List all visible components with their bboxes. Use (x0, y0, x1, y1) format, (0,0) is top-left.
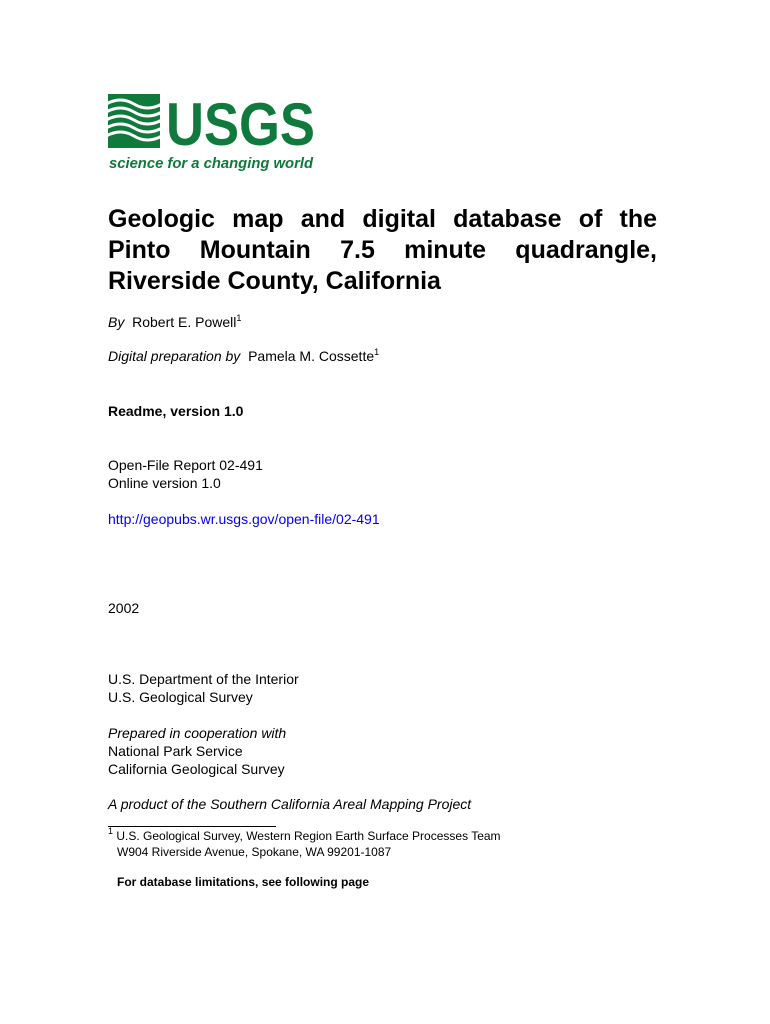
digital-prep-note-mark: 1 (374, 347, 380, 357)
project-statement: A product of the Southern California Areal Mapping Project (108, 796, 472, 812)
cooperation-partner: California Geological Survey (108, 761, 285, 777)
author-prefix: By (108, 314, 125, 330)
report-url-link[interactable]: http://geopubs.wr.usgs.gov/open-file/02-491 (108, 511, 380, 527)
footnote-mark: 1 (108, 826, 114, 836)
footnote-divider (108, 826, 276, 827)
footnote-line-1 (108, 826, 501, 844)
author-name: Robert E. Powell (132, 314, 237, 330)
footnote-address: W904 Riverside Avenue, Spokane, WA 99201-1087 (117, 845, 392, 859)
cooperation-partner: National Park Service (108, 743, 243, 759)
author-line (108, 313, 241, 331)
digital-prep-name: Pamela M. Cossette (248, 348, 375, 364)
logo-wordmark: USGS (166, 91, 315, 158)
report-number: Open-File Report 02-491 (108, 457, 263, 473)
usgs-logo (108, 92, 318, 174)
readme-version: Readme, version 1.0 (108, 403, 244, 419)
online-version: Online version 1.0 (108, 475, 221, 491)
usgs-wave-emblem-icon (108, 92, 318, 174)
digital-prep-prefix: Digital preparation by (108, 348, 241, 364)
document-title: Geologic map and digital database of the Pinto Mountain 7.5 minute quadrangle, Riverside County, California (108, 205, 657, 295)
survey-name: U.S. Geological Survey (108, 689, 253, 705)
department-name: U.S. Department of the Interior (108, 671, 299, 687)
limitations-note: For database limitations, see following page (117, 875, 370, 889)
logo-tagline: science for a changing world (109, 155, 314, 172)
cooperation-heading: Prepared in cooperation with (108, 725, 287, 741)
author-note-mark: 1 (236, 313, 242, 323)
publication-year: 2002 (108, 600, 140, 616)
footnote-affiliation: U.S. Geological Survey, Western Region Earth Surface Processes Team (116, 829, 501, 843)
digital-prep-line (108, 347, 379, 365)
